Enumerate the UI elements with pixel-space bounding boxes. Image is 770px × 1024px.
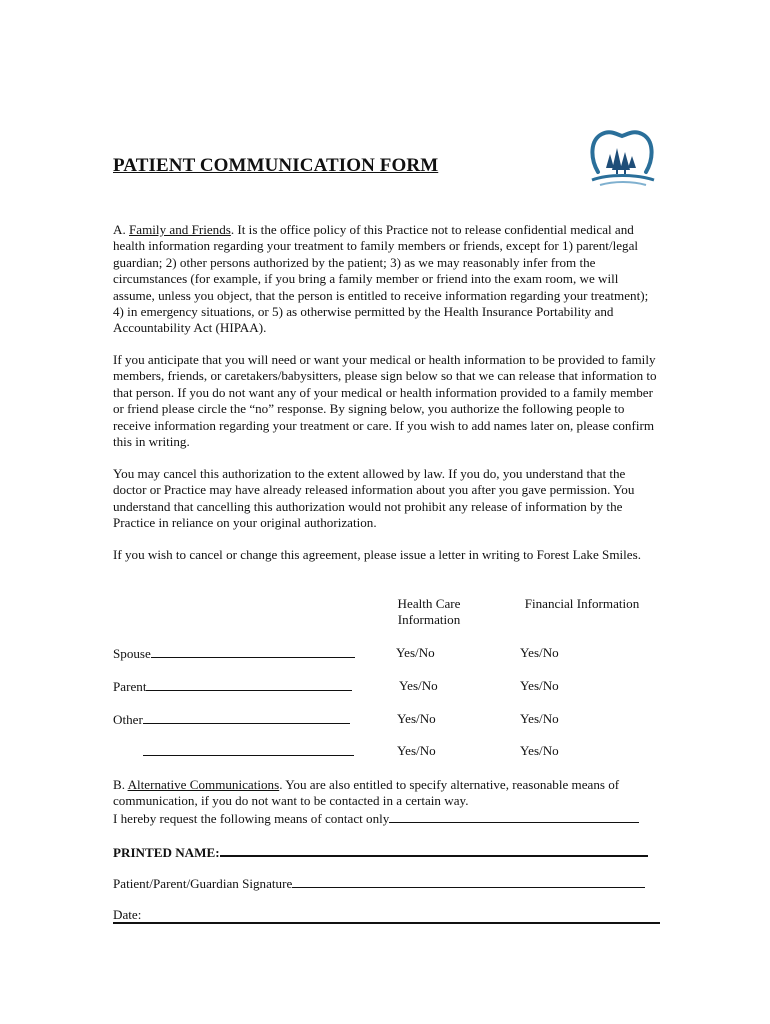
section-a-heading: Family and Friends: [129, 222, 231, 237]
section-a-paragraph: [113, 222, 661, 337]
section-b-prefix: B.: [113, 777, 128, 792]
forest-tooth-logo-icon: [584, 128, 660, 190]
other-row: [113, 711, 350, 728]
section-a-prefix: A.: [113, 222, 130, 237]
extra-financial-yes-no[interactable]: Yes/No: [520, 743, 559, 758]
parent-financial-yes-no[interactable]: Yes/No: [520, 678, 559, 693]
parent-health-yes-no[interactable]: Yes/No: [399, 678, 438, 693]
printed-name-label: PRINTED NAME:: [113, 845, 220, 860]
other-label: Other: [113, 712, 143, 727]
parent-row: [113, 678, 352, 695]
section-b-heading: Alternative Communications: [127, 777, 280, 792]
other-health-yes-no[interactable]: Yes/No: [397, 711, 436, 726]
cancel-paragraph: You may cancel this authorization to the extent allowed by law. If you do, you understand that the doctor or Practice may have already released information about you after you gave permission. You understand that cancelling this authorization would not prohibit any release of information by the Practice in reliance on your original authorization.: [113, 466, 635, 531]
column-header-financial: Financial Information: [524, 596, 640, 611]
parent-name-field[interactable]: [146, 678, 352, 691]
anticipate-paragraph: If you anticipate that you will need or want your medical or health information to be provided to family members, friends, or caretakers/babysitters, please sign below so that we can release that information to that person. If you do not want any of your medical or health information provided to a family member or friend please circle the “no” response. By signing below, you authorize the following people to receive information regarding your treatment or care. If you wish to add names later on, please confirm this in writing.: [113, 352, 657, 450]
signature-row: [113, 875, 645, 892]
other-financial-yes-no[interactable]: Yes/No: [520, 711, 559, 726]
spouse-financial-yes-no[interactable]: Yes/No: [520, 645, 559, 660]
extra-health-yes-no[interactable]: Yes/No: [397, 743, 436, 758]
signature-field[interactable]: [292, 875, 645, 888]
contact-request-label: I hereby request the following means of contact only: [113, 811, 390, 826]
contact-request-row: [113, 810, 639, 827]
spouse-row: [113, 645, 355, 662]
section-b-text: . You are also entitled to specify alternative, reasonable means of communication, if you do not want to be contacted in a certain way.: [113, 777, 620, 809]
section-b-paragraph: [113, 777, 661, 810]
signature-label: Patient/Parent/Guardian Signature: [113, 876, 293, 891]
spouse-health-yes-no[interactable]: Yes/No: [396, 645, 435, 660]
section-a-text: . It is the office policy of this Practice not to release confidential medical and health information regarding your treatment to family members or friends, except for 1) parent/legal guardian; 2) other persons authorized by the patient; 3) as we may reasonably infer from the circumstances (for example, if you bring a family member or friend into the exam room, we will assume, unless you object, that the person is entitled to receive information regarding your treatment); 4) in emergency situations, or 5) as otherwise permitted by the Health Insurance Portability and Accountability Act (HIPAA).: [113, 222, 649, 336]
printed-name-field[interactable]: [220, 843, 648, 857]
extra-row: [143, 743, 354, 760]
other-name-field[interactable]: [143, 711, 350, 724]
date-label: Date:: [113, 907, 142, 922]
change-paragraph: If you wish to cancel or change this agreement, please issue a letter in writing to Forest Lake Smiles.: [113, 547, 641, 562]
parent-label: Parent: [113, 679, 147, 694]
extra-name-field[interactable]: [143, 743, 354, 756]
printed-name-row: [113, 843, 648, 861]
form-title: PATIENT COMMUNICATION FORM: [113, 155, 439, 176]
contact-request-field[interactable]: [389, 810, 639, 823]
date-field[interactable]: [113, 922, 660, 924]
spouse-label: Spouse: [113, 646, 151, 661]
column-header-health-care: Health Care Information: [397, 596, 461, 628]
spouse-name-field[interactable]: [151, 645, 355, 658]
